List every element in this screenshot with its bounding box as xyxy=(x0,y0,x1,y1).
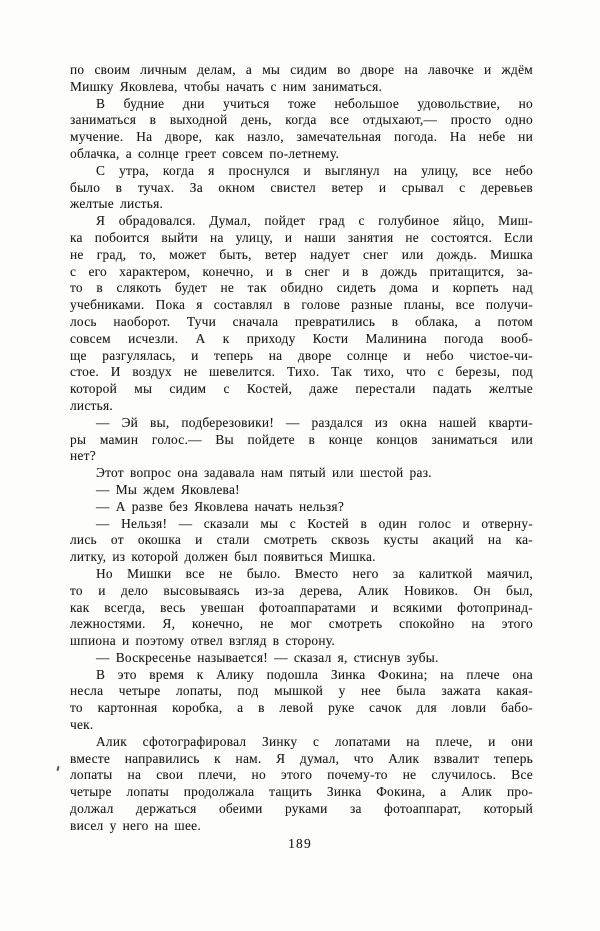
scan-speck xyxy=(56,766,59,771)
text-line: мучение. На дворе, как назло, замечательная погода. На небе ни xyxy=(70,129,533,145)
text-line: несла четыре лопаты, под мышкой у нее была зажата какая- xyxy=(70,683,533,699)
text-line: четыре лопаты продолжала тащить Зинка Фокина, а Алик про- xyxy=(70,784,533,800)
text-line: С утра, когда я проснулся и выглянул на улицу, все небо xyxy=(96,162,533,178)
text-line: — Нельзя! — сказали мы с Костей в один голос и отверну- xyxy=(96,515,533,531)
text-line: лопаты на свои плечи, но этого почему-то не случилось. Все xyxy=(70,767,533,783)
text-line: как всегда, весь увешан фотоаппаратами и всякими фотопринад- xyxy=(70,599,533,615)
text-line: нет? xyxy=(70,448,96,464)
text-line: Алик сфотографировал Зинку с лопатами на плече, и они xyxy=(96,733,533,749)
text-line: литку, из которой должен был появиться Мишка. xyxy=(70,549,376,565)
text-line: В будние дни учиться тоже небольшое удовольствие, но xyxy=(96,95,533,111)
text-line: шпиона и поэтому отвел взгляд в сторону. xyxy=(70,633,335,649)
text-line: висел у него на шее. xyxy=(70,817,201,833)
text-line: стое. И воздух не шевелится. Тихо. Так тихо, что с березы, под xyxy=(70,364,533,380)
text-line: с его характером, конечно, и в снег и в дождь притащится, за- xyxy=(70,263,533,279)
page-number: 189 xyxy=(288,836,312,851)
text-line: которой мы сидим с Костей, даже перестали падать желтые xyxy=(70,381,533,397)
text-line: вместе направились к нам. Я думал, что Алик взвалит теперь xyxy=(70,750,533,766)
text-line: было в тучах. За окном свистел ветер и срывал с деревьев xyxy=(70,179,533,195)
text-block xyxy=(70,62,533,835)
text-line: Этот вопрос она задавала нам пятый или шестой раз. xyxy=(96,465,432,481)
text-line: ще разгулялась, и теперь на дворе солнце и небо чистое-чи- xyxy=(70,347,533,363)
text-line: Мишку Яковлева, чтобы начать с ним заниматься. xyxy=(70,78,383,94)
text-line: лось наоборот. Тучи сначала превратились в облака, а потом xyxy=(70,313,533,329)
text-line: то и дело высовываясь из-за дерева, Алик Новиков. Он был, xyxy=(70,582,533,598)
text-line: ры мамин голос.— Вы пойдете в конце концов заниматься или xyxy=(70,431,533,447)
text-line: — Мы ждем Яковлева! xyxy=(96,481,240,497)
text-line: то в слякоть будет не так обидно сидеть дома и корпеть над xyxy=(70,280,533,296)
text-line: не град, то, может быть, ветер надует снег или дождь. Мишка xyxy=(70,246,533,262)
text-line: лись от окошка и стали смотреть сквозь кусты акаций на ка- xyxy=(70,532,533,548)
text-line: совсем исчезли. А к приходу Кости Малинина погода вооб- xyxy=(70,330,533,346)
text-line: — Воскресенье называется! — сказал я, стиснув зубы. xyxy=(96,649,439,665)
text-line: то картонная коробка, а в левой руке сачок для ловли бабо- xyxy=(70,700,533,716)
text-line: учебниками. Пока я составлял в голове разные планы, все получи- xyxy=(70,297,533,313)
text-line: В это время к Алику подошла Зинка Фокина; на плече она xyxy=(96,666,533,682)
text-line: должал держаться обеими руками за фотоаппарат, который xyxy=(70,801,533,817)
text-line: ка побоится выйти на улицу, и наши занятия не состоятся. Если xyxy=(70,229,533,245)
text-line: Я обрадовался. Думал, пойдет град с голубиное яйцо, Миш- xyxy=(96,213,533,229)
text-line: чек. xyxy=(70,717,94,733)
text-line: листья. xyxy=(70,397,114,413)
text-line: желтые листья. xyxy=(70,196,164,212)
text-line: по своим личным делам, а мы сидим во дворе на лавочке и ждём xyxy=(70,62,533,77)
text-line: — А разве без Яковлева начать нельзя? xyxy=(96,498,345,514)
text-line: лежностями. Я, конечно, не мог смотреть спокойно на этого xyxy=(70,616,533,632)
text-line: — Эй вы, подберезовики! — раздался из окна нашей кварти- xyxy=(96,414,533,430)
text-line: облачка, а солнце греет совсем по-летнему. xyxy=(70,145,340,161)
text-line: Но Мишки все не было. Вместо него за калиткой маячил, xyxy=(96,565,533,581)
text-line: заниматься в выходной день, когда все отдыхают,— просто одно xyxy=(70,112,533,128)
